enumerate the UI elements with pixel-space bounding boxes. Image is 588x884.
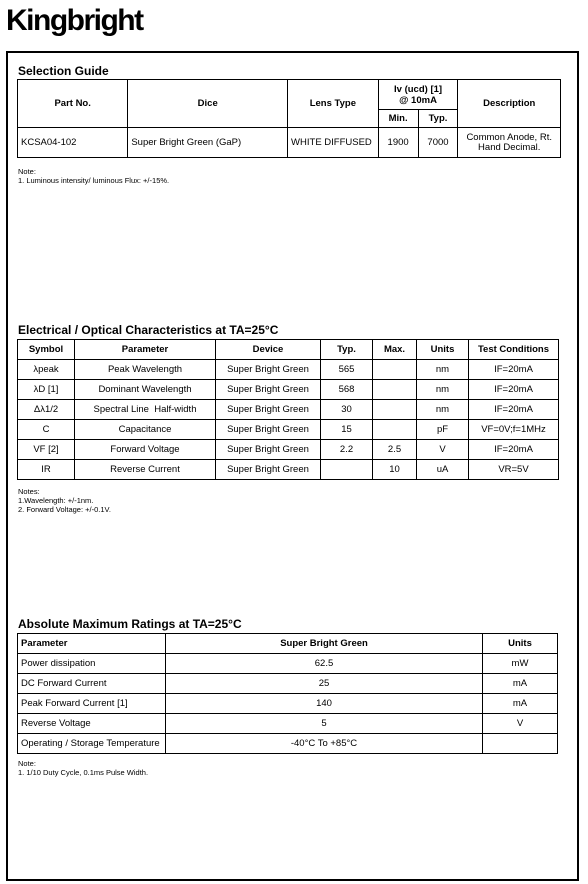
cell-units: uA <box>417 460 469 480</box>
header-iv-condition: @ 10mA <box>399 94 437 106</box>
cell-units: nm <box>417 400 469 420</box>
note-title: Notes: <box>18 487 40 496</box>
cell-value: 140 <box>166 694 483 714</box>
table-row <box>18 460 559 480</box>
cell-min: 1900 <box>378 128 418 158</box>
cell-lens-type: WHITE DIFFUSED <box>288 128 379 158</box>
header-units: Units <box>417 340 469 360</box>
cell-symbol: VF [2] <box>18 440 75 460</box>
cell-parameter: Capacitance <box>75 420 216 440</box>
cell-value: 25 <box>166 674 483 694</box>
header-typ: Typ. <box>418 110 458 128</box>
cell-max <box>373 400 417 420</box>
header-part-no: Part No. <box>18 80 128 128</box>
header-parameter: Parameter <box>18 634 166 654</box>
cell-value: 62.5 <box>166 654 483 674</box>
cell-typ: 7000 <box>418 128 458 158</box>
cell-test: IF=20mA <box>469 360 559 380</box>
description-line-2: Hand Decimal. <box>478 141 541 153</box>
table-row <box>18 360 559 380</box>
header-device: Device <box>216 340 321 360</box>
cell-device: Super Bright Green <box>216 440 321 460</box>
cell-description <box>458 128 561 158</box>
header-units: Units <box>483 634 558 654</box>
cell-max: 2.5 <box>373 440 417 460</box>
cell-device: Super Bright Green <box>216 380 321 400</box>
absolute-table <box>17 633 558 754</box>
cell-units: nm <box>417 380 469 400</box>
header-symbol: Symbol <box>18 340 75 360</box>
absolute-notes <box>18 759 148 777</box>
note-title: Note: <box>18 759 36 768</box>
cell-test: IF=20mA <box>469 380 559 400</box>
table-row <box>18 674 558 694</box>
cell-parameter: Operating / Storage Temperature <box>18 734 166 754</box>
cell-units: mA <box>483 674 558 694</box>
header-description: Description <box>458 80 561 128</box>
table-row <box>18 128 561 158</box>
brand-logo: Kingbright <box>6 4 143 37</box>
cell-test: IF=20mA <box>469 440 559 460</box>
header-iv-label: Iv (ucd) [1] <box>394 83 443 95</box>
note-line: 1. Luminous intensity/ luminous Flux: +/-15%. <box>18 176 170 185</box>
cell-test: VR=5V <box>469 460 559 480</box>
cell-parameter: Reverse Current <box>75 460 216 480</box>
header-iv <box>378 80 458 110</box>
cell-test: VF=0V;f=1MHz <box>469 420 559 440</box>
table-row <box>18 654 558 674</box>
cell-max: 10 <box>373 460 417 480</box>
cell-value: 5 <box>166 714 483 734</box>
cell-typ: 30 <box>321 400 373 420</box>
header-parameter: Parameter <box>75 340 216 360</box>
cell-max <box>373 420 417 440</box>
header-typ: Typ. <box>321 340 373 360</box>
header-dice: Dice <box>128 80 288 128</box>
cell-typ: 565 <box>321 360 373 380</box>
header-super-bright-green: Super Bright Green <box>166 634 483 654</box>
electrical-title: Electrical / Optical Characteristics at TA=25°C <box>18 323 279 337</box>
cell-parameter: Dominant Wavelength <box>75 380 216 400</box>
cell-parameter: Spectral Line Half-width <box>75 400 216 420</box>
table-row <box>18 714 558 734</box>
cell-symbol: IR <box>18 460 75 480</box>
cell-device: Super Bright Green <box>216 400 321 420</box>
cell-units: pF <box>417 420 469 440</box>
cell-parameter: Peak Forward Current [1] <box>18 694 166 714</box>
cell-max <box>373 360 417 380</box>
cell-symbol: Δλ1/2 <box>18 400 75 420</box>
table-row <box>18 734 558 754</box>
header-min: Min. <box>378 110 418 128</box>
cell-device: Super Bright Green <box>216 460 321 480</box>
selection-guide-title: Selection Guide <box>18 64 109 78</box>
cell-units: mW <box>483 654 558 674</box>
cell-parameter: Reverse Voltage <box>18 714 166 734</box>
selection-guide-notes <box>18 167 169 185</box>
selection-guide-table <box>17 79 561 158</box>
header-lens-type: Lens Type <box>288 80 379 128</box>
note-title: Note: <box>18 167 36 176</box>
absolute-title: Absolute Maximum Ratings at TA=25°C <box>18 617 242 631</box>
table-row <box>18 694 558 714</box>
cell-units <box>483 734 558 754</box>
table-row <box>18 440 559 460</box>
note-line: 1. 1/10 Duty Cycle, 0.1ms Pulse Width. <box>18 768 149 777</box>
header-test-conditions: Test Conditions <box>469 340 559 360</box>
cell-typ: 15 <box>321 420 373 440</box>
note-line: 2. Forward Voltage: +/-0.1V. <box>18 505 111 514</box>
cell-parameter: DC Forward Current <box>18 674 166 694</box>
cell-units: nm <box>417 360 469 380</box>
cell-parameter: Forward Voltage <box>75 440 216 460</box>
cell-symbol: λD [1] <box>18 380 75 400</box>
cell-parameter: Power dissipation <box>18 654 166 674</box>
cell-part-no: KCSA04-102 <box>18 128 128 158</box>
table-row <box>18 420 559 440</box>
table-row <box>18 400 559 420</box>
header-max: Max. <box>373 340 417 360</box>
electrical-notes <box>18 487 111 514</box>
cell-max <box>373 380 417 400</box>
description-line-1: Common Anode, Rt. <box>466 131 552 143</box>
cell-parameter: Peak Wavelength <box>75 360 216 380</box>
cell-typ: 568 <box>321 380 373 400</box>
cell-units: V <box>417 440 469 460</box>
cell-units: mA <box>483 694 558 714</box>
cell-typ: 2.2 <box>321 440 373 460</box>
cell-device: Super Bright Green <box>216 360 321 380</box>
cell-dice: Super Bright Green (GaP) <box>128 128 288 158</box>
cell-symbol: C <box>18 420 75 440</box>
cell-typ <box>321 460 373 480</box>
note-line: 1.Wavelength: +/-1nm. <box>18 496 94 505</box>
cell-units: V <box>483 714 558 734</box>
cell-symbol: λpeak <box>18 360 75 380</box>
table-row <box>18 380 559 400</box>
cell-value: -40°C To +85°C <box>166 734 483 754</box>
cell-test: IF=20mA <box>469 400 559 420</box>
cell-device: Super Bright Green <box>216 420 321 440</box>
electrical-table <box>17 339 559 480</box>
